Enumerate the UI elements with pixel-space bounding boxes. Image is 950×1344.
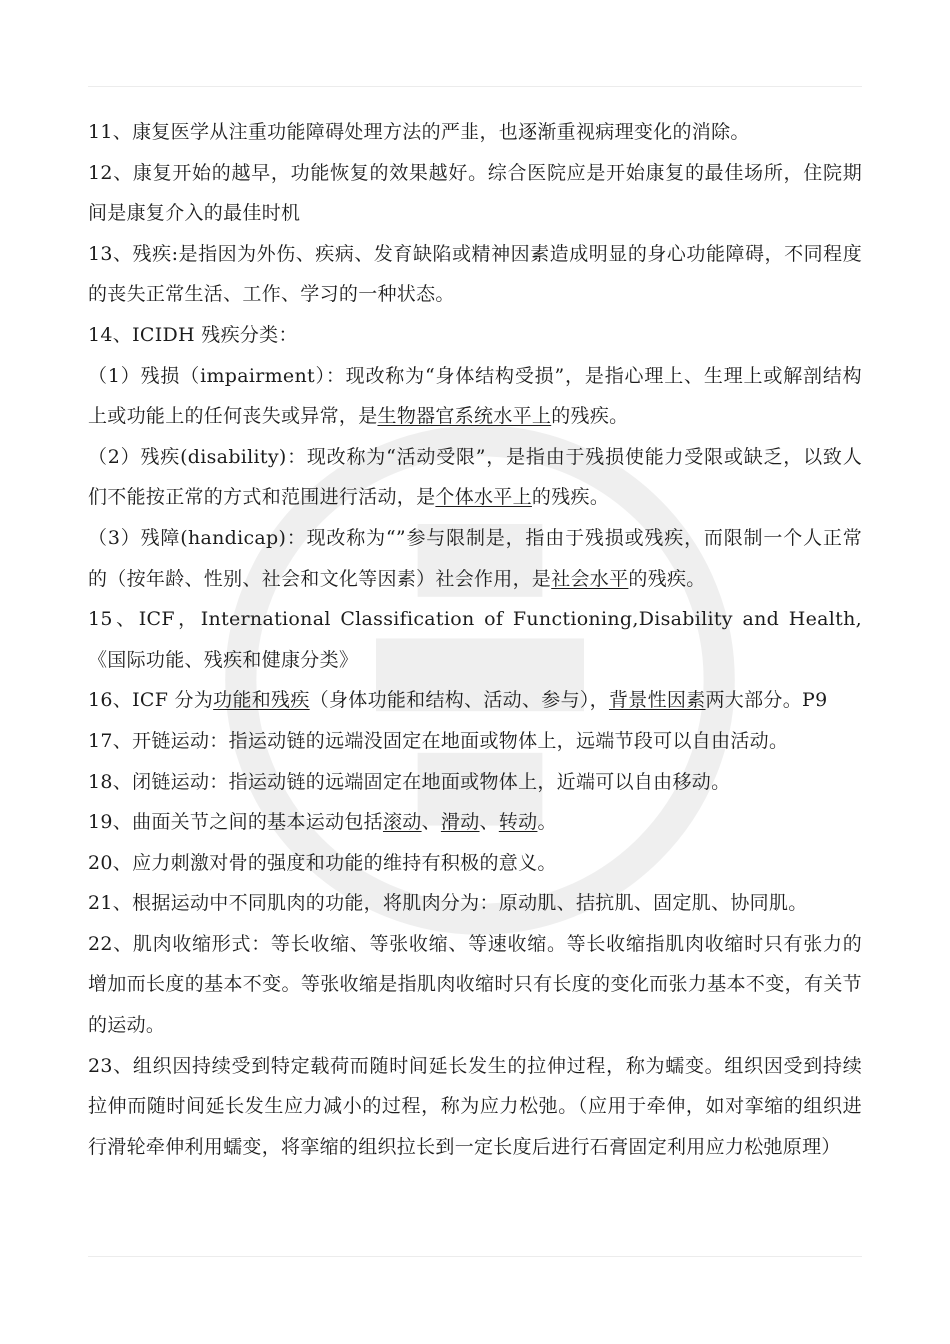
paragraph [88, 153, 862, 234]
paragraph-text: 11、康复医学从注重功能障碍处理方法的严韭，也逐渐重视病理变化的消除。 [88, 121, 750, 143]
paragraph [88, 721, 862, 762]
underlined-term: 转动 [498, 811, 538, 834]
paragraph-text: 的残疾。 [628, 567, 706, 590]
paragraph-text: 、 [479, 811, 499, 834]
paragraph [88, 315, 862, 356]
paragraph [88, 802, 862, 843]
paragraph-text: 17、开链运动：指运动链的远端没固定在地面或物体上，远端节段可以自由活动。 [88, 729, 789, 752]
paragraph-text: 。 [537, 811, 557, 834]
paragraph-text: 15、ICF，International Classification of Functioning,Disability and Health,《国际功能、残疾和健康分类》 [88, 608, 862, 671]
underlined-term: 社会水平 [551, 567, 629, 590]
paragraph [88, 599, 862, 680]
paragraph [88, 883, 862, 924]
paragraph [88, 356, 862, 437]
underlined-term: 滚动 [382, 811, 422, 834]
paragraph-text: 12、康复开始的越早，功能恢复的效果越好。综合医院应是开始康复的最佳场所，住院期间是康复介入的最佳时机 [88, 161, 862, 225]
document-body [88, 112, 862, 1167]
paragraph [88, 518, 862, 599]
paragraph [88, 843, 862, 884]
paragraph-text: 、 [421, 811, 441, 834]
paragraph-text: （1）残损（impairment）：现改称为“身体结构受损”，是指心理上、生理上或解剖结构上或功能上的任何丧失或异常，是 [88, 364, 862, 428]
paragraph-text: 19、曲面关节之间的基本运动包括 [88, 811, 383, 834]
underlined-term: 背景性因素 [608, 689, 706, 712]
paragraph [88, 924, 862, 1046]
paragraph [88, 680, 862, 721]
paragraph [88, 437, 862, 518]
underlined-term: 滑动 [440, 811, 480, 834]
underlined-term: 功能和残疾 [213, 689, 310, 712]
underlined-term: 生物器官系统水平上 [377, 405, 552, 428]
paragraph [88, 234, 862, 315]
paragraph [88, 112, 862, 153]
paragraph-text: 两大部分。P9 [705, 689, 828, 712]
paragraph-text: 16、ICF 分为 [88, 689, 214, 712]
paragraph-text: 18、闭链运动：指运动链的远端固定在地面或物体上，近端可以自由移动。 [88, 770, 731, 793]
paragraph-text: 13、残疾:是指因为外伤、疾病、发育缺陷或精神因素造成明显的身心功能障碍，不同程度的丧失正常生活、工作、学习的一种状态。 [88, 242, 862, 306]
paragraph-text: 20、应力刺激对骨的强度和功能的维持有积极的意义。 [88, 851, 557, 874]
paragraph-text: 22、肌肉收缩形式：等长收缩、等张收缩、等速收缩。等长收缩指肌肉收缩时只有张力的增加而长度的基本不变。等张收缩是指肌肉收缩时只有长度的变化而张力基本不变，有关节的运动。 [88, 932, 862, 1037]
underlined-term: 个体水平上 [435, 486, 532, 509]
paragraph-text: （3）残障(handicap)：现改称为“”参与限制是，指由于残损或残疾，而限制一个人正常的（按年龄、性别、社会和文化等因素）社会作用，是 [88, 526, 862, 590]
paragraph [88, 762, 862, 803]
footer-divider [88, 1256, 862, 1257]
paragraph-text: 的残疾。 [551, 405, 629, 428]
paragraph-text: 14、ICIDH 残疾分类： [88, 323, 298, 346]
paragraph-text: 21、根据运动中不同肌肉的功能，将肌肉分为：原动肌、拮抗肌、固定肌、协同肌。 [88, 892, 808, 915]
paragraph-text: （2）残疾(disability)：现改称为“活动受限”，是指由于残损使能力受限或缺乏，以致人们不能按正常的方式和范围进行活动，是 [88, 445, 862, 509]
header-divider [88, 86, 862, 87]
paragraph-text: （身体功能和结构、活动、参与）， [309, 689, 609, 712]
paragraph [88, 1046, 862, 1168]
paragraph-text: 的残疾。 [531, 486, 610, 509]
paragraph-text: 23、组织因持续受到特定载荷而随时间延长发生的拉伸过程，称为蠕变。组织因受到持续拉伸而随时间延长发生应力减小的过程，称为应力松弛。（应用于牵伸，如对挛缩的组织进行滑轮牵伸利用蠕变，将挛缩的组织拉长到一定长度后进行石膏固定利用应力松弛原理） [88, 1054, 862, 1158]
